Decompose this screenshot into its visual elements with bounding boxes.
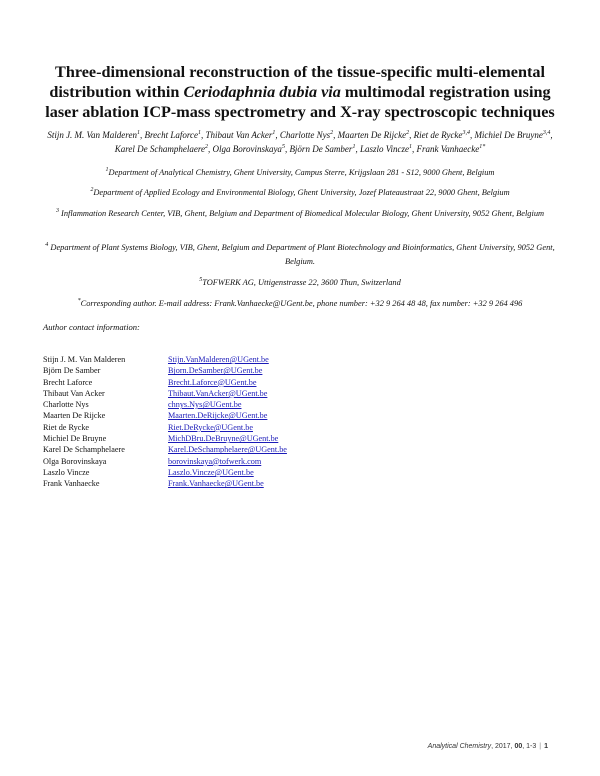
author-affiliation-mark: 2 (330, 130, 334, 136)
author-name: Stijn J. M. Van Malderen (47, 130, 137, 140)
contact-email-link[interactable]: Maarten.DeRijcke@UGent.be (168, 411, 268, 421)
contact-row (43, 388, 287, 399)
contact-email-link[interactable]: Stijn.VanMalderen@UGent.be (168, 355, 269, 364)
contact-email-link[interactable]: Karel.DeSchamphelaere@UGent.be (168, 445, 287, 455)
contact-email-cell (168, 456, 287, 467)
title-line-2-start: distribution within (49, 83, 184, 101)
contact-table (43, 354, 287, 490)
footer-pages: 1-3 (526, 743, 537, 750)
footer-year: 2017 (494, 743, 511, 750)
contact-row (43, 354, 287, 365)
corresponding-mark: * (77, 298, 81, 305)
contact-row (43, 444, 287, 455)
contact-row (43, 433, 287, 444)
affiliation-text: Department of Plant Systems Biology, VIB, Ghent, Belgium and Department of Plant Biotechnology and Bioinformatics, Ghent University, 9052 Gent, Belgium. (48, 243, 555, 266)
author-name: Charlotte Nys (279, 130, 331, 140)
footer-journal: Analytical Chemistry (427, 743, 492, 750)
contact-name: Frank Vanhaecke (43, 479, 100, 489)
author-name: Brecht Laforce (144, 130, 199, 140)
paper-title (40, 62, 560, 122)
contact-email-cell (168, 388, 287, 399)
footer-volume: 00 (514, 743, 523, 750)
contact-row (43, 478, 287, 489)
affiliation-3 (30, 207, 570, 221)
author-name: Riet de Rycke (413, 130, 463, 140)
contact-email-link[interactable]: chnys.Nys@UGent.be (168, 400, 242, 410)
affiliation-4 (30, 241, 570, 268)
contact-row (43, 467, 287, 478)
contact-email-cell (168, 467, 287, 478)
author-name: Maarten De Rijcke (337, 130, 407, 140)
author-affiliation-mark: 3,4 (542, 130, 551, 136)
contact-name: Olga Borovinskaya (43, 456, 107, 466)
corresponding-text: Corresponding author. E-mail address: Frank.Vanhaecke@UGent.be, phone number: +32 9 264 48 48, fax number: +32 9 264 496 (80, 299, 523, 308)
contact-email-link[interactable]: Brecht.Laforce@UGent.be (168, 377, 257, 387)
contact-name: Charlotte Nys (43, 400, 89, 410)
contact-name: Laszlo Vincze (43, 467, 90, 477)
author-affiliation-mark: 1 (136, 130, 140, 136)
author-name: Karel De Schamphelaere (114, 144, 206, 154)
author-name: Laszlo Vincze (359, 144, 410, 154)
author-affiliation-mark: 1 (409, 144, 413, 150)
contact-row (43, 377, 287, 388)
contact-row (43, 399, 287, 410)
author-name: Olga Borovinskaya (212, 144, 282, 154)
contact-email-link[interactable]: Thibaut.VanAcker@UGent.be (168, 388, 268, 398)
contact-row (43, 422, 287, 433)
affiliation-mark: 4 (45, 242, 49, 249)
affiliation-mark: 5 (199, 277, 203, 284)
contact-email-cell (168, 365, 287, 376)
contact-row (43, 456, 287, 467)
author-name: Michiel De Bruyne (474, 130, 543, 140)
title-line-1: Three-dimensional reconstruction of the tissue-specific multi-elemental (55, 63, 545, 81)
contact-heading: Author contact information: (43, 322, 140, 332)
affiliation-2 (30, 186, 570, 200)
page-footer: Analytical Chemistry, 2017, 00, 1-3 | 1 (427, 743, 548, 750)
corresponding-author-note (30, 297, 570, 311)
contact-name: Thibaut Van Acker (43, 388, 105, 398)
footer-page-number: 1 (544, 743, 548, 750)
affiliation-text: Inflammation Research Center, VIB, Ghent, Belgium and Department of Biomedical Molecular Biology, Ghent University, 9052 Ghent, Belgium (58, 209, 545, 218)
author-name: Björn De Samber (289, 144, 353, 154)
contact-email-cell (168, 433, 287, 444)
contact-row (43, 365, 287, 376)
affiliation-text: Department of Analytical Chemistry, Ghent University, Campus Sterre, Krijgslaan 281 - S12, 9000 Ghent, Belgium (108, 168, 495, 177)
affiliation-text: TOFWERK AG, Uttigenstrasse 22, 3600 Thun, Switzerland (202, 278, 401, 287)
author-name: Thibaut Van Acker (205, 130, 273, 140)
contact-email-link[interactable]: Bjorn.DeSamber@UGent.be (168, 366, 263, 376)
affiliation-text: Department of Applied Ecology and Environmental Biology, Ghent University, Jozef Plateaustraat 22, 9000 Ghent, Belgium (93, 188, 510, 197)
affiliation-mark: 1 (105, 167, 109, 174)
affiliation-5 (30, 276, 570, 290)
author-affiliation-mark: 1 (198, 130, 202, 136)
contact-email-cell (168, 354, 287, 365)
contact-name: Karel De Schamphelaere (43, 445, 125, 455)
footer-separator: | (539, 743, 542, 750)
contact-email-cell (168, 399, 287, 410)
title-species-name: Ceriodaphnia dubia via (183, 83, 341, 101)
contact-email-link[interactable]: Frank.Vanhaecke@UGent.be (168, 479, 264, 489)
author-name: Frank Vanhaecke (416, 144, 480, 154)
title-line-2-end: multimodal registration using (340, 83, 551, 101)
author-affiliation-mark: 1 (272, 130, 276, 136)
contact-email-link[interactable]: MichDBru.DeBruyne@UGent.be (168, 434, 279, 444)
contact-email-cell (168, 444, 287, 455)
contact-row (43, 410, 287, 421)
author-list: Stijn J. M. Van Malderen$^1$, Brecht Laforce$^1$, Thibaut Van Acker$^1$, Charlotte Nys$^2$, Maarten De Rijcke$^2$, Riet de Rycke$^{3,4}$, Michiel De Bruyne$^{3,4}$, Karel De Schamphelaere$^2$, Olga Borovinskaya$^5$, Björn De Samber$^1$, Laszlo Vincze$^1$, Frank Vanhaecke$^{1*}$ (47, 130, 553, 154)
contact-email-link[interactable]: Laszlo.Vincze@UGent.be (168, 467, 254, 477)
contact-email-cell (168, 478, 287, 489)
affiliation-mark: 3 (55, 208, 59, 215)
title-line-3: laser ablation ICP-mass spectrometry and X-ray spectroscopic techniques (45, 103, 555, 121)
contact-email-link[interactable]: Riet.DeRycke@UGent.be (168, 422, 253, 432)
author-affiliation-mark: 1 (352, 144, 356, 150)
affiliation-1 (30, 166, 570, 180)
contact-name: Michiel De Bruyne (43, 434, 107, 444)
contact-name: Björn De Samber (43, 366, 101, 376)
contact-email-cell (168, 377, 287, 388)
contact-email-cell (168, 422, 287, 433)
affiliation-mark: 2 (90, 187, 94, 194)
contact-name: Riet de Rycke (43, 422, 90, 432)
author-affiliation-mark: 5 (281, 144, 285, 150)
author-affiliation-mark: 1* (479, 144, 486, 150)
contact-email-link[interactable]: borovinskaya@tofwerk.com (168, 456, 262, 466)
author-affiliation-mark: 2 (205, 144, 209, 150)
contact-name: Stijn J. M. Van Malderen (43, 355, 126, 364)
contact-name: Maarten De Rijcke (43, 411, 106, 421)
author-affiliation-mark: 2 (406, 130, 410, 136)
contact-email-cell (168, 410, 287, 421)
author-affiliation-mark: 3,4 (462, 130, 470, 136)
contact-name: Brecht Laforce (43, 377, 93, 387)
